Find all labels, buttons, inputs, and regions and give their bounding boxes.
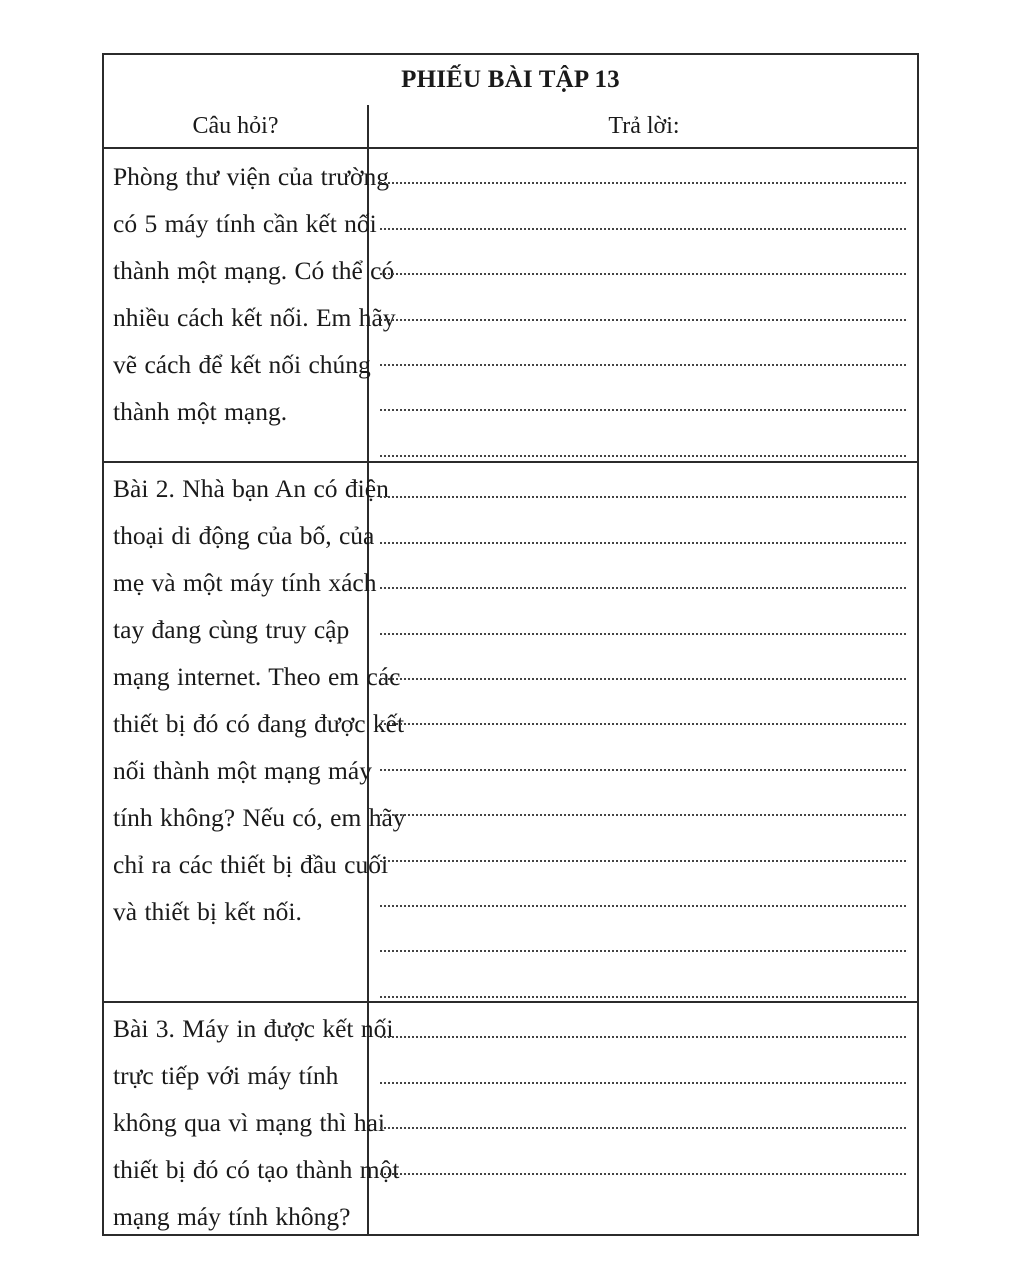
question-line: trực tiếp với máy tính (113, 1061, 339, 1090)
question-text (113, 153, 396, 435)
answer-area[interactable] (380, 1003, 906, 1185)
table-header (104, 105, 917, 149)
question-line: thành một mạng. (113, 397, 288, 426)
question-text (113, 465, 406, 935)
question-row-1 (104, 149, 917, 463)
question-line: chỉ ra các thiết bị đầu cuối (113, 850, 389, 879)
answer-dotted-line[interactable] (380, 554, 906, 599)
answer-dotted-line[interactable] (380, 194, 906, 239)
answer-dotted-line[interactable] (380, 463, 906, 508)
answer-dotted-line[interactable] (380, 1094, 906, 1139)
question-line: Bài 2. Nhà bạn An có điện (113, 474, 389, 503)
question-column-header: Câu hỏi? (192, 113, 279, 139)
answer-dotted-line[interactable] (380, 917, 906, 962)
answer-dotted-line[interactable] (380, 1139, 906, 1184)
question-line: Phòng thư viện của trường (113, 162, 390, 191)
answer-dotted-line[interactable] (380, 599, 906, 644)
question-line: mạng internet. Theo em các (113, 662, 401, 691)
question-text (113, 1005, 400, 1240)
answer-dotted-line[interactable] (380, 1048, 906, 1093)
answer-area[interactable] (380, 149, 906, 467)
question-row-3 (104, 1003, 917, 1234)
answer-dotted-line[interactable] (380, 735, 906, 780)
answer-dotted-line[interactable] (380, 285, 906, 330)
answer-dotted-line[interactable] (380, 645, 906, 690)
answer-area[interactable] (380, 463, 906, 1008)
answer-column-header: Trả lời: (608, 113, 680, 139)
answer-dotted-line[interactable] (380, 376, 906, 421)
answer-dotted-line[interactable] (380, 240, 906, 285)
question-line: và thiết bị kết nối. (113, 897, 302, 926)
answer-dotted-line[interactable] (380, 421, 906, 466)
question-line: thành một mạng. Có thể có (113, 256, 395, 285)
question-line: thiết bị đó có đang được kết (113, 709, 405, 738)
answer-dotted-line[interactable] (380, 781, 906, 826)
question-line: vẽ cách để kết nối chúng (113, 350, 371, 379)
question-line: thoại di động của bố, của (113, 521, 375, 550)
question-row-2 (104, 463, 917, 1003)
answer-dotted-line[interactable] (380, 872, 906, 917)
answer-dotted-line[interactable] (380, 962, 906, 1007)
answer-dotted-line[interactable] (380, 149, 906, 194)
question-line: mẹ và một máy tính xách (113, 568, 377, 597)
question-line: mạng máy tính không? (113, 1202, 351, 1231)
question-line: thiết bị đó có tạo thành một (113, 1155, 400, 1184)
answer-dotted-line[interactable] (380, 331, 906, 376)
question-line: không qua vì mạng thì hai (113, 1108, 386, 1137)
answer-dotted-line[interactable] (380, 826, 906, 871)
answer-dotted-line[interactable] (380, 690, 906, 735)
question-line: nhiều cách kết nối. Em hãy (113, 303, 396, 332)
question-line: tính không? Nếu có, em hãy (113, 803, 406, 832)
worksheet (102, 53, 919, 1236)
question-line: Bài 3. Máy in được kết nối (113, 1014, 394, 1043)
question-line: có 5 máy tính cần kết nối (113, 209, 377, 238)
answer-dotted-line[interactable] (380, 1003, 906, 1048)
question-line: tay đang cùng truy cập (113, 615, 350, 644)
answer-dotted-line[interactable] (380, 508, 906, 553)
worksheet-title: PHIẾU BÀI TẬP 13 (401, 66, 620, 93)
question-line: nối thành một mạng máy (113, 756, 372, 785)
